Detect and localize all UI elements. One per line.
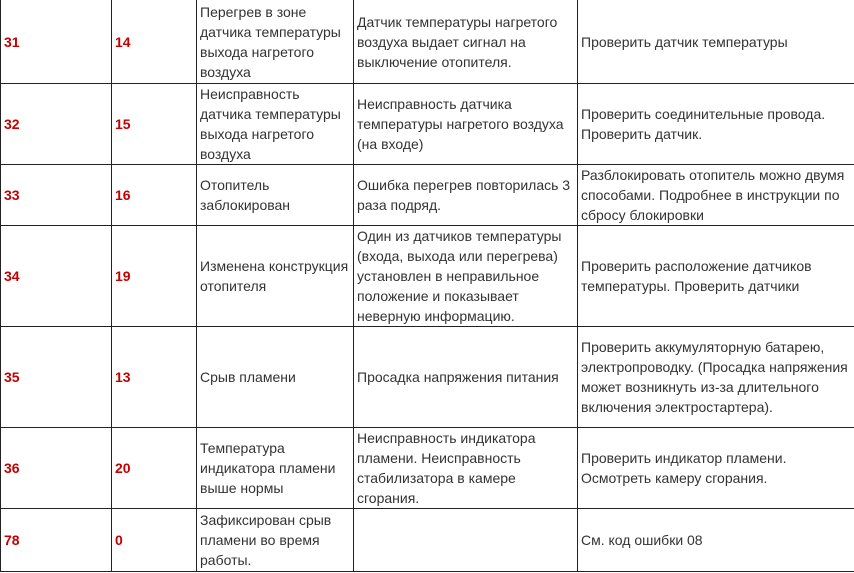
blink-code: 16 (115, 187, 131, 203)
error-name-cell: Изменена конструкция отопителя (197, 226, 354, 327)
error-code-cell (1, 165, 112, 226)
blink-code-cell (112, 84, 197, 165)
error-cause-cell: Один из датчиков температуры (входа, выхода или перегрева) установлен в неправильное положение и показывает неверную информацию. (354, 226, 578, 327)
table-row (1, 226, 854, 327)
error-cause-cell: Просадка напряжения питания (354, 327, 578, 428)
blink-code-cell (112, 509, 197, 572)
error-action-cell: Разблокировать отопитель можно двумя способами. Подробнее в инструкции по сбросу блокировки (578, 165, 854, 226)
error-cause-cell: Ошибка перегрев повторилась 3 раза подряд. (354, 165, 578, 226)
table-row (1, 84, 854, 165)
error-code: 34 (4, 268, 20, 284)
blink-code: 14 (115, 33, 131, 50)
error-action-cell: См. код ошибки 08 (578, 509, 854, 572)
error-code: 78 (4, 532, 20, 548)
error-code-cell (1, 84, 112, 165)
blink-code: 0 (115, 532, 123, 548)
blink-code-cell (112, 428, 197, 509)
table-row (1, 509, 854, 572)
blink-code-cell (112, 0, 197, 84)
blink-code: 20 (115, 460, 131, 476)
error-code-cell (1, 327, 112, 428)
error-cause-cell (354, 509, 578, 572)
blink-code: 19 (115, 268, 131, 284)
error-name-cell: Неисправность датчика температуры выхода нагретого воздуха (197, 84, 354, 165)
blink-code: 13 (115, 369, 131, 385)
table-row (1, 428, 854, 509)
error-action-cell: Проверить соединительные провода. Проверить датчик. (578, 84, 854, 165)
error-code: 31 (4, 33, 20, 50)
error-code: 36 (4, 460, 20, 476)
error-code-cell (1, 428, 112, 509)
error-cause-cell: Неисправность индикатора пламени. Неисправность стабилизатора в камере сгорания. (354, 428, 578, 509)
error-name-cell: Температура индикатора пламени выше нормы (197, 428, 354, 509)
error-action-cell: Проверить индикатор пламени. Осмотреть камеру сгорания. (578, 428, 854, 509)
error-name-cell: Зафиксирован срыв пламени во время работы. (197, 509, 354, 572)
table-row (1, 0, 854, 84)
error-code-cell (1, 226, 112, 327)
blink-code-cell (112, 226, 197, 327)
error-action-cell: Проверить датчик температуры (578, 0, 854, 84)
error-cause-cell: Датчик температуры нагретого воздуха выдает сигнал на выключение отопителя. (354, 0, 578, 84)
error-action-cell: Проверить аккумуляторную батарею, электропроводку. (Просадка напряжения может возникнуть из-за длительного включения электростартера). (578, 327, 854, 428)
table-row (1, 165, 854, 226)
error-code: 32 (4, 116, 20, 132)
error-code-cell (1, 509, 112, 572)
error-name-cell: Перегрев в зоне датчика температуры выхода нагретого воздуха (197, 0, 354, 84)
table-row (1, 327, 854, 428)
blink-code-cell (112, 327, 197, 428)
error-code: 33 (4, 187, 20, 203)
error-name-cell: Отопитель заблокирован (197, 165, 354, 226)
error-code: 35 (4, 369, 20, 385)
error-cause-cell: Неисправность датчика температуры нагретого воздуха (на входе) (354, 84, 578, 165)
blink-code-cell (112, 165, 197, 226)
error-action-cell: Проверить расположение датчиков температуры. Проверить датчики (578, 226, 854, 327)
error-code-cell (1, 0, 112, 84)
error-name-cell: Срыв пламени (197, 327, 354, 428)
blink-code: 15 (115, 116, 131, 132)
